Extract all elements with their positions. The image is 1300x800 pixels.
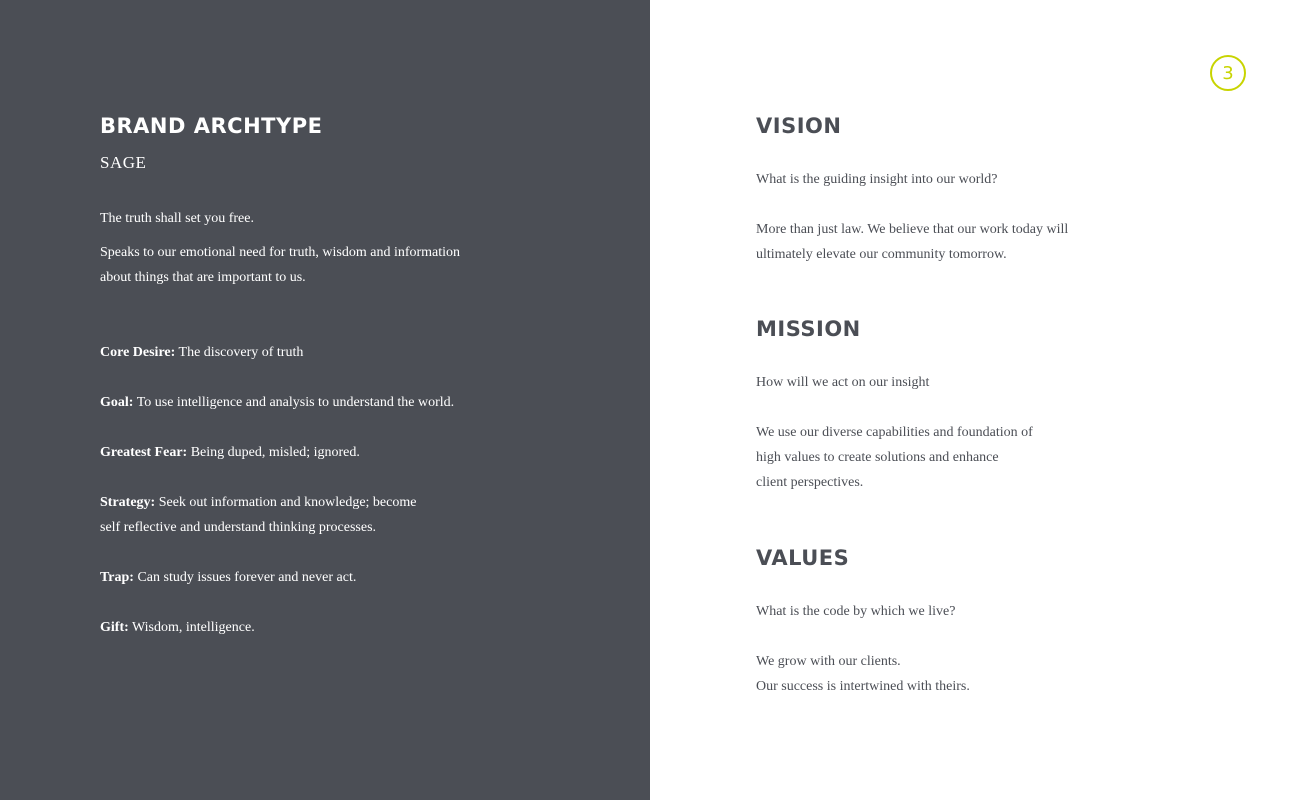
page-number-badge: 3	[1210, 55, 1246, 91]
trait-label: Core Desire:	[100, 345, 176, 360]
trait-strategy-continued: self reflective and understand thinking processes.	[100, 520, 377, 535]
vision-mission-values-panel	[650, 0, 1300, 800]
tagline: The truth shall set you free.	[100, 211, 254, 226]
values-title: VALUES	[756, 546, 850, 570]
trait-text: Being duped, misled; ignored.	[187, 445, 360, 460]
trait-text: The discovery of truth	[175, 345, 304, 360]
mission-line-1: We use our diverse capabilities and foundation of	[756, 425, 1033, 440]
vision-question: What is the guiding insight into our world?	[756, 172, 998, 187]
mission-line-2: high values to create solutions and enhance	[756, 450, 999, 465]
trait-text: To use intelligence and analysis to understand the world.	[133, 395, 455, 410]
brand-archetype-title: BRAND ARCHTYPE	[100, 114, 323, 138]
trait-goal	[100, 390, 454, 415]
mission-line-3: client perspectives.	[756, 475, 864, 490]
trait-trap	[100, 565, 356, 590]
trait-text: Can study issues forever and never act.	[133, 570, 357, 585]
description-line-2: about things that are important to us.	[100, 270, 306, 285]
vision-line-1: More than just law. We believe that our work today will	[756, 222, 1069, 237]
vision-line-2: ultimately elevate our community tomorrow.	[756, 247, 1007, 262]
values-line-1: We grow with our clients.	[756, 654, 901, 669]
trait-core-desire	[100, 340, 303, 365]
trait-label: Gift:	[100, 620, 129, 635]
mission-title: MISSION	[756, 317, 861, 341]
values-question: What is the code by which we live?	[756, 604, 956, 619]
trait-label: Trap:	[100, 570, 134, 585]
trait-label: Strategy:	[100, 495, 156, 510]
mission-question: How will we act on our insight	[756, 375, 930, 390]
trait-label: Goal:	[100, 395, 134, 410]
values-line-2: Our success is intertwined with theirs.	[756, 679, 970, 694]
trait-text: Wisdom, intelligence.	[128, 620, 255, 635]
trait-text: Seek out information and knowledge; become	[155, 495, 417, 510]
trait-greatest-fear	[100, 440, 360, 465]
archetype-name: SAGE	[100, 153, 147, 172]
description-line-1: Speaks to our emotional need for truth, wisdom and information	[100, 245, 461, 260]
vision-title: VISION	[756, 114, 842, 138]
trait-label: Greatest Fear:	[100, 445, 188, 460]
trait-strategy	[100, 490, 416, 515]
trait-gift	[100, 615, 255, 640]
